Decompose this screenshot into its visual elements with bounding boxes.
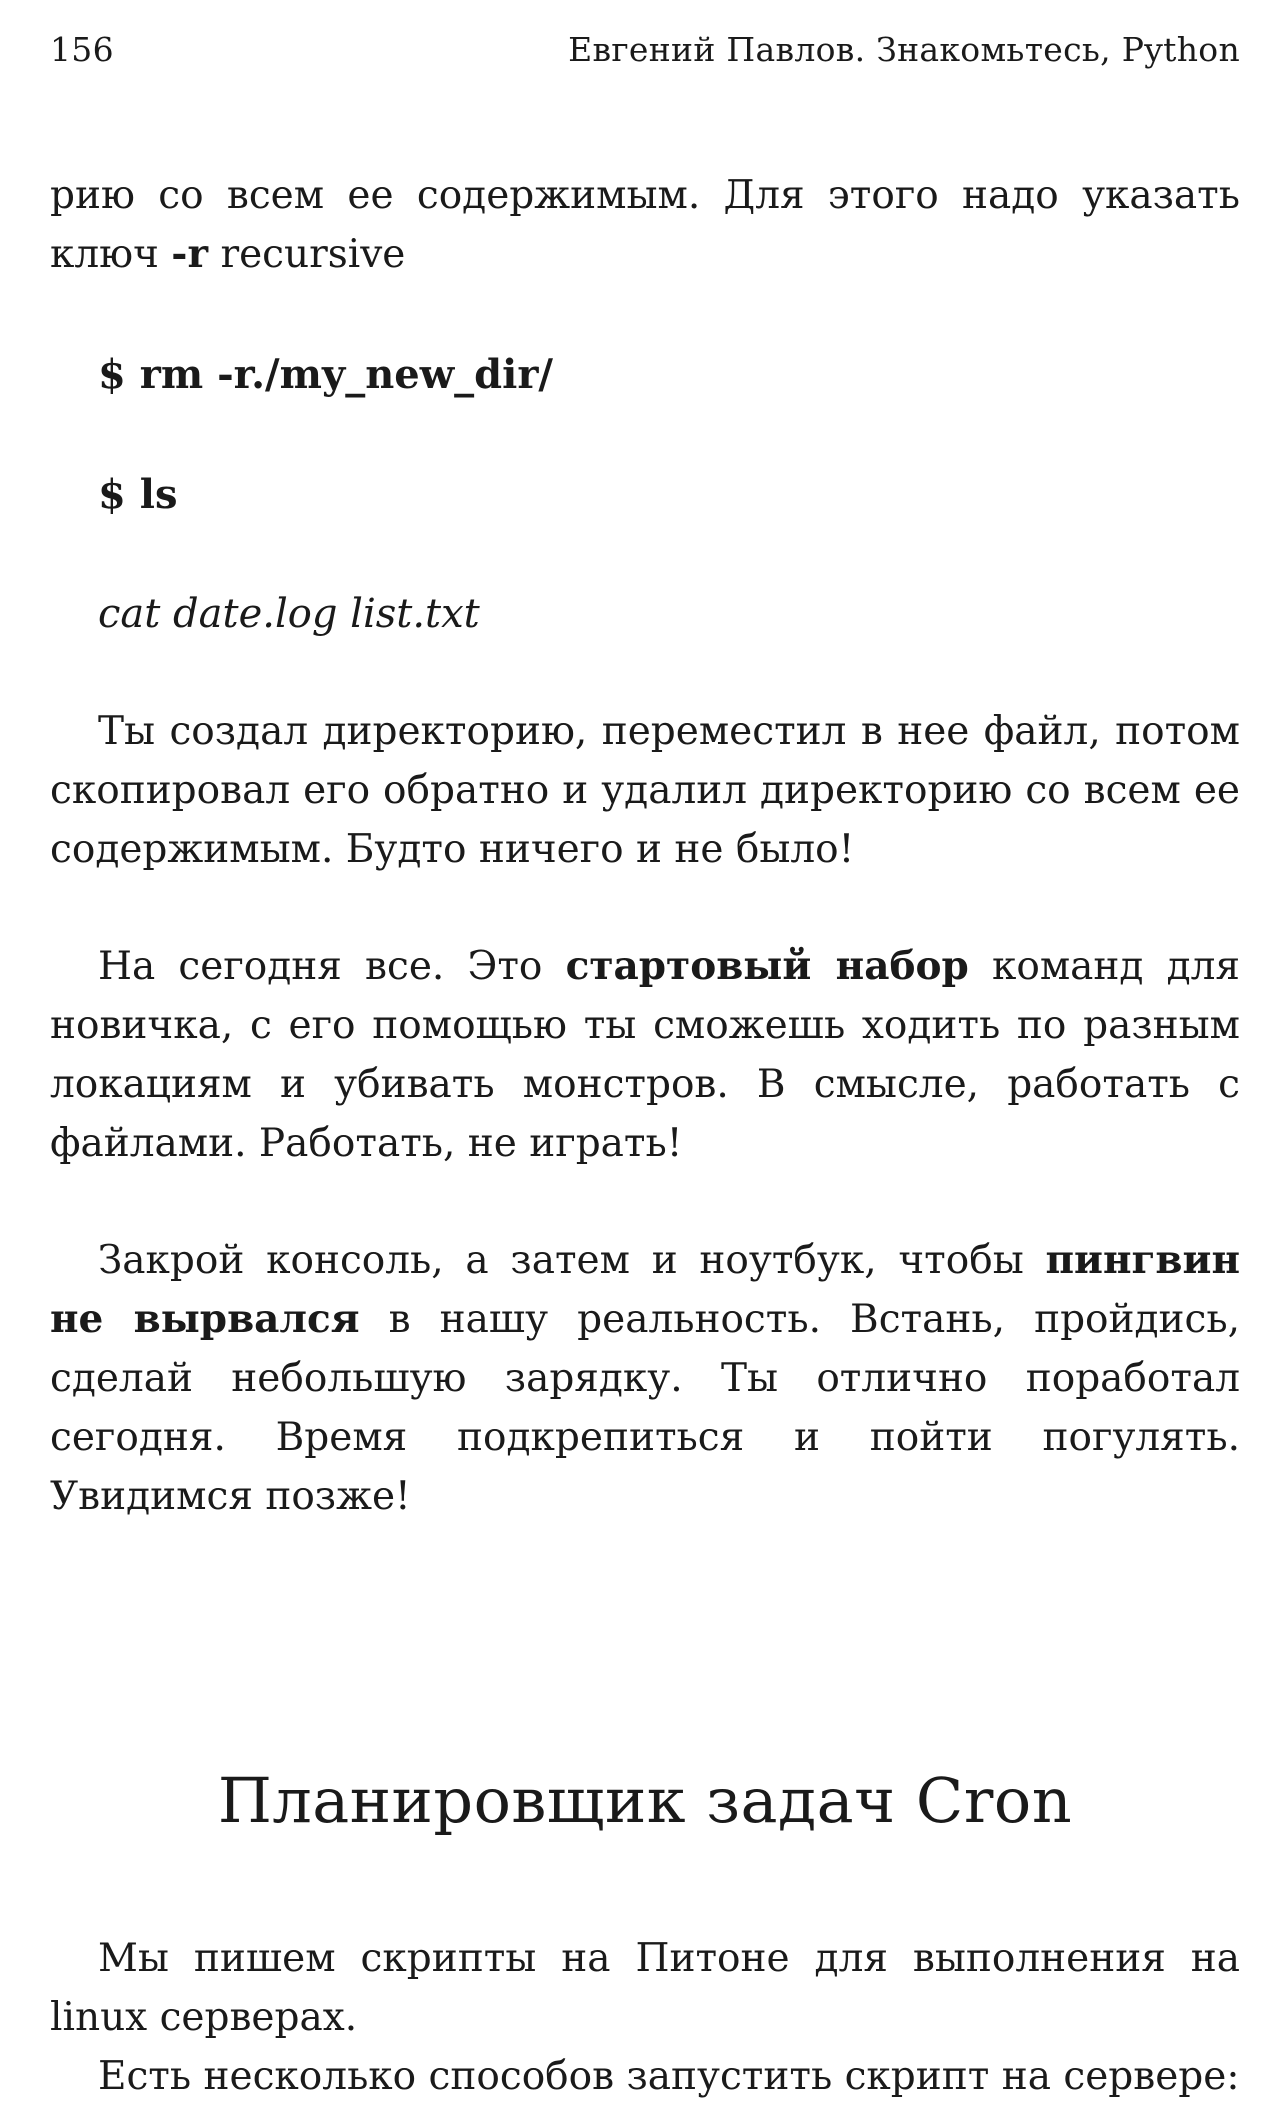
closing-text-before: Закрой консоль, а затем и ноутбук, чтобы bbox=[98, 1238, 1024, 1283]
closing-paragraph bbox=[50, 1231, 1240, 1526]
starter-kit-text-after: команд для новичка, с его помощью ты сможешь ходить по разным локациям и убивать монстров. В смысле, работать с файлами. Работать, не играть! bbox=[50, 944, 1240, 1166]
running-header bbox=[50, 30, 1240, 86]
starter-kit-text-before: На сегодня все. Это bbox=[98, 944, 543, 989]
page-number: 156 bbox=[50, 30, 114, 69]
starter-kit-emphasis: стартовый набор bbox=[565, 943, 969, 989]
command-ls: $ ls bbox=[98, 471, 178, 518]
intro-paragraph bbox=[50, 166, 1240, 284]
intro-text: рию со всем ее содержимым. Для этого надо указать ключ bbox=[50, 173, 1240, 277]
starter-kit-paragraph bbox=[50, 937, 1240, 1173]
closing-emphasis: пингвин не вырвался bbox=[50, 1237, 1240, 1342]
closing-text-after: в нашу реальность. Встань, пройдись, сделай небольшую зарядку. Ты отлично поработал сегодня. Время подкрепиться и пойти погулять. Увидимся позже! bbox=[50, 1297, 1240, 1519]
section-heading: Планировщик задач Cron bbox=[217, 1764, 1073, 1837]
summary-paragraph: Ты создал директорию, переместил в нее файл, потом скопировал его обратно и удалил директорию со всем ее содержимым. Будто ничего и не было! bbox=[50, 709, 1240, 872]
recursive-flag: -r bbox=[171, 231, 209, 277]
section-paragraph-1: Мы пишем скрипты на Питоне для выполнения на linux серверах. bbox=[50, 1936, 1240, 2040]
section-paragraph-2: Есть несколько способов запустить скрипт на сервере: bbox=[98, 2054, 1240, 2099]
recursive-flag-description: recursive bbox=[220, 232, 406, 277]
command-output: cat date.log list.txt bbox=[98, 591, 480, 637]
command-rm: $ rm -r./my_new_dir/ bbox=[98, 351, 553, 398]
running-title: Евгений Павлов. Знакомьтесь, Python bbox=[568, 30, 1240, 69]
book-page bbox=[50, 30, 1240, 2106]
